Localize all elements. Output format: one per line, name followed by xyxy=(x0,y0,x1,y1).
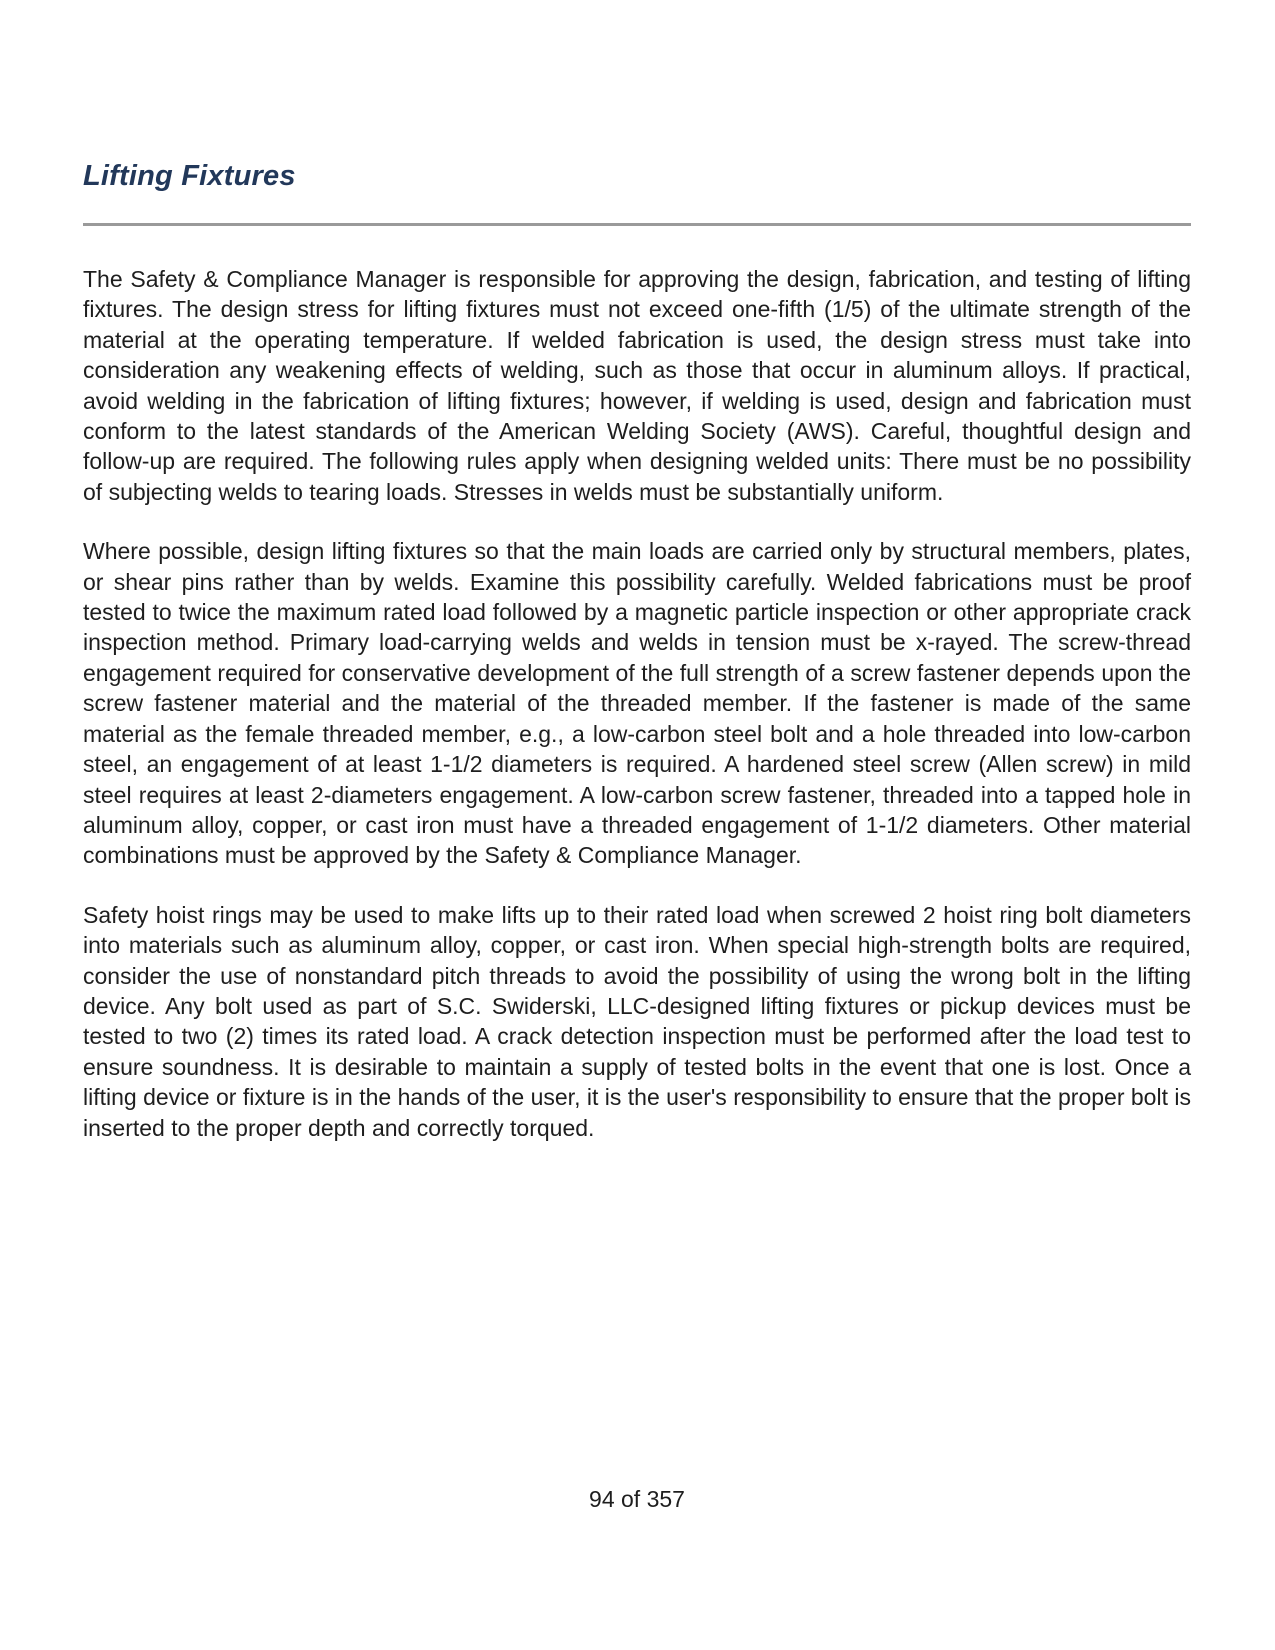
document-page xyxy=(83,0,1191,1650)
page-number: 94 of 357 xyxy=(589,1486,685,1512)
body-text xyxy=(83,264,1191,1172)
section-title: Lifting Fixtures xyxy=(83,160,296,192)
paragraph-welds-and-fasteners: Where possible, design lifting fixtures so that the main loads are carried only by structural members, plates, or shear pins rather than by welds. Examine this possibility carefully. Welded fabrications must be proof tested to twice the maximum rated load followed by a magnetic particle inspection or other appropriate crack inspection method. Primary load-carrying welds and welds in tension must be x-rayed. The screw-thread engagement required for conservative development of the full strength of a screw fastener depends upon the screw fastener material and the material of the threaded member. If the fastener is made of the same material as the female threaded member, e.g., a low-carbon steel bolt and a hole threaded into low-carbon steel, an engagement of at least 1-1/2 diameters is required. A hardened steel screw (Allen screw) in mild steel requires at least 2-diameters engagement. A low-carbon screw fastener, threaded into a tapped hole in aluminum alloy, copper, or cast iron must have a threaded engagement of 1-1/2 diameters. Other material combinations must be approved by the Safety & Compliance Manager. xyxy=(83,538,1191,869)
paragraph-hoist-rings-and-bolts: Safety hoist rings may be used to make lifts up to their rated load when screwed 2 hoist ring bolt diameters into materials such as aluminum alloy, copper, or cast iron. When special high-strength bolts are required, consider the use of nonstandard pitch threads to avoid the possibility of using the wrong bolt in the lifting device. Any bolt used as part of S.C. Swiderski, LLC-designed lifting fixtures or pickup devices must be tested to two (2) times its rated load. A crack detection inspection must be performed after the load test to ensure soundness. It is desirable to maintain a supply of tested bolts in the event that one is lost. Once a lifting device or fixture is in the hands of the user, it is the user's responsibility to ensure that the proper bolt is inserted to the proper depth and correctly torqued. xyxy=(83,901,1191,1141)
paragraph-design-approval: The Safety & Compliance Manager is responsible for approving the design, fabrication, and testing of lifting fixtures. The design stress for lifting fixtures must not exceed one-fifth (1/5) of the ultimate strength of the material at the operating temperature. If welded fabrication is used, the design stress must take into consideration any weakening effects of welding, such as those that occur in aluminum alloys. If practical, avoid welding in the fabrication of lifting fixtures; however, if welding is used, design and fabrication must conform to the latest standards of the American Welding Society (AWS). Careful, thoughtful design and follow-up are required. The following rules apply when designing welded units: There must be no possibility of subjecting welds to tearing loads. Stresses in welds must be substantially uniform. xyxy=(83,266,1191,505)
title-divider xyxy=(83,223,1191,226)
